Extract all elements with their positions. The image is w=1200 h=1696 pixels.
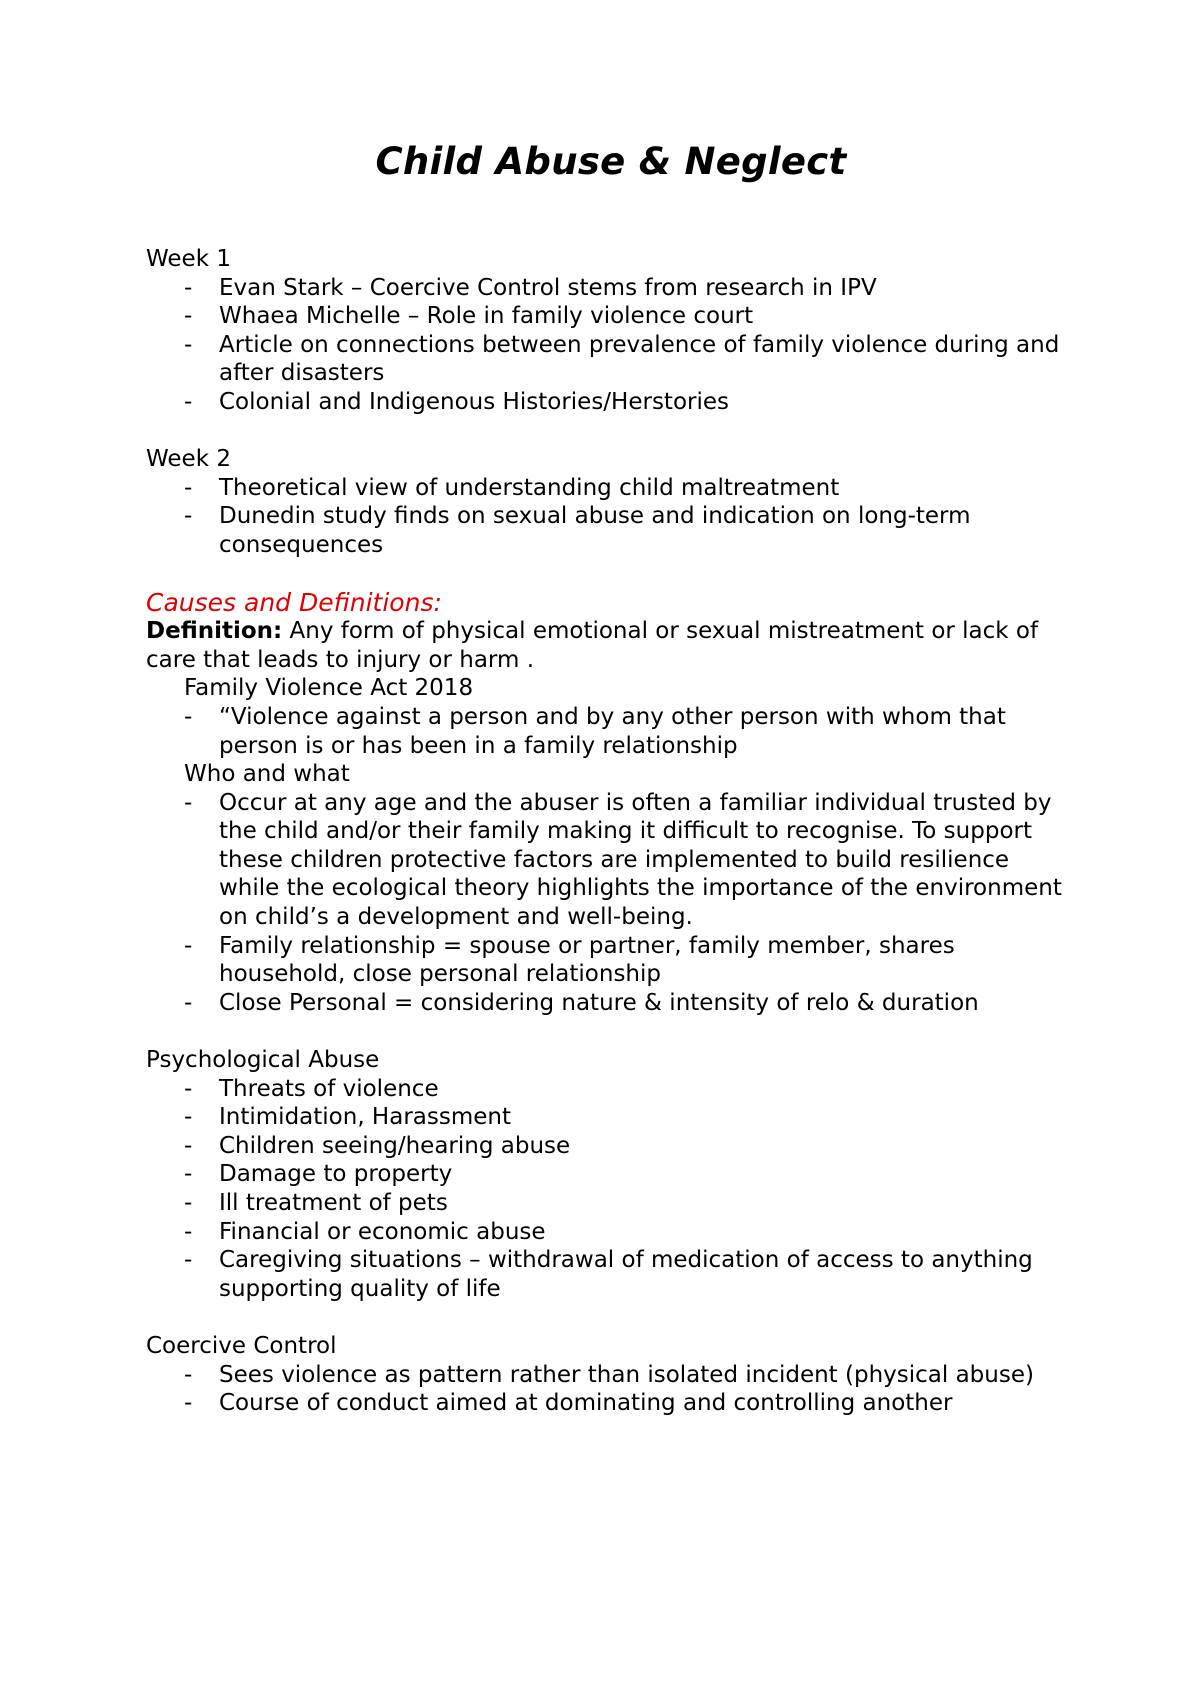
act-list [146, 703, 1076, 760]
list-item: - Article on connections between prevalence of family violence during and after disasters [146, 331, 1076, 388]
psych-heading: Psychological Abuse [146, 1047, 380, 1074]
coercive-heading: Coercive Control [146, 1332, 337, 1359]
list-item: - Threats of violence [146, 1075, 1076, 1104]
list-item: - Children seeing/hearing abuse [146, 1132, 1076, 1161]
list-item: - Caregiving situations – withdrawal of medication of access to anything supporting quality of life [146, 1246, 1076, 1303]
list-item: - Course of conduct aimed at dominating and controlling another [146, 1389, 1076, 1418]
causes-heading: Causes and Definitions: [146, 588, 442, 618]
week2-section [146, 445, 1076, 559]
coercive-section [146, 1332, 1076, 1418]
week1-list [146, 274, 1076, 417]
list-item: - Theoretical view of understanding child maltreatment [146, 474, 1076, 503]
psych-list [146, 1075, 1076, 1304]
list-item: - Ill treatment of pets [146, 1189, 1076, 1218]
definition-text: Any form of physical emotional or sexual mistreatment or lack of care that leads to injury or harm . [146, 618, 1046, 673]
definition-paragraph [146, 617, 1076, 674]
who-heading: Who and what [184, 761, 350, 788]
who-list [146, 789, 1076, 1018]
list-item: - “Violence against a person and by any other person with whom that person is or has been in a family relationship [146, 703, 1076, 760]
act-heading: Family Violence Act 2018 [184, 675, 474, 702]
week2-heading: Week 2 [146, 446, 231, 473]
definition-label: Definition: [146, 618, 283, 645]
list-item: - Occur at any age and the abuser is often a familiar individual trusted by the child and/or their family making it difficult to recognise. To support these children protective factors are implemented to build resilience while the ecological theory highlights the importance of the environment on child’s a development and well-being. [146, 789, 1076, 932]
list-item: - Whaea Michelle – Role in family violence court [146, 302, 1076, 331]
list-item: - Intimidation, Harassment [146, 1103, 1076, 1132]
coercive-list [146, 1361, 1076, 1418]
week1-heading: Week 1 [146, 246, 231, 272]
list-item: - Colonial and Indigenous Histories/Herstories [146, 388, 1076, 417]
list-item: - Family relationship = spouse or partner, family member, shares household, close personal relationship [146, 932, 1076, 989]
list-item: - Financial or economic abuse [146, 1218, 1076, 1247]
document-title: Child Abuse & Neglect [375, 140, 847, 183]
list-item: - Evan Stark – Coercive Control stems from research in IPV [146, 274, 1076, 303]
document-page [146, 140, 1076, 1446]
psych-section [146, 1046, 1076, 1303]
list-item: - Damage to property [146, 1160, 1076, 1189]
list-item: - Sees violence as pattern rather than isolated incident (physical abuse) [146, 1361, 1076, 1390]
week1-section [146, 245, 1076, 417]
causes-section [146, 588, 1076, 1017]
list-item: - Dunedin study finds on sexual abuse and indication on long-term consequences [146, 502, 1076, 559]
week2-list [146, 474, 1076, 560]
list-item: - Close Personal = considering nature & intensity of relo & duration [146, 989, 1076, 1018]
